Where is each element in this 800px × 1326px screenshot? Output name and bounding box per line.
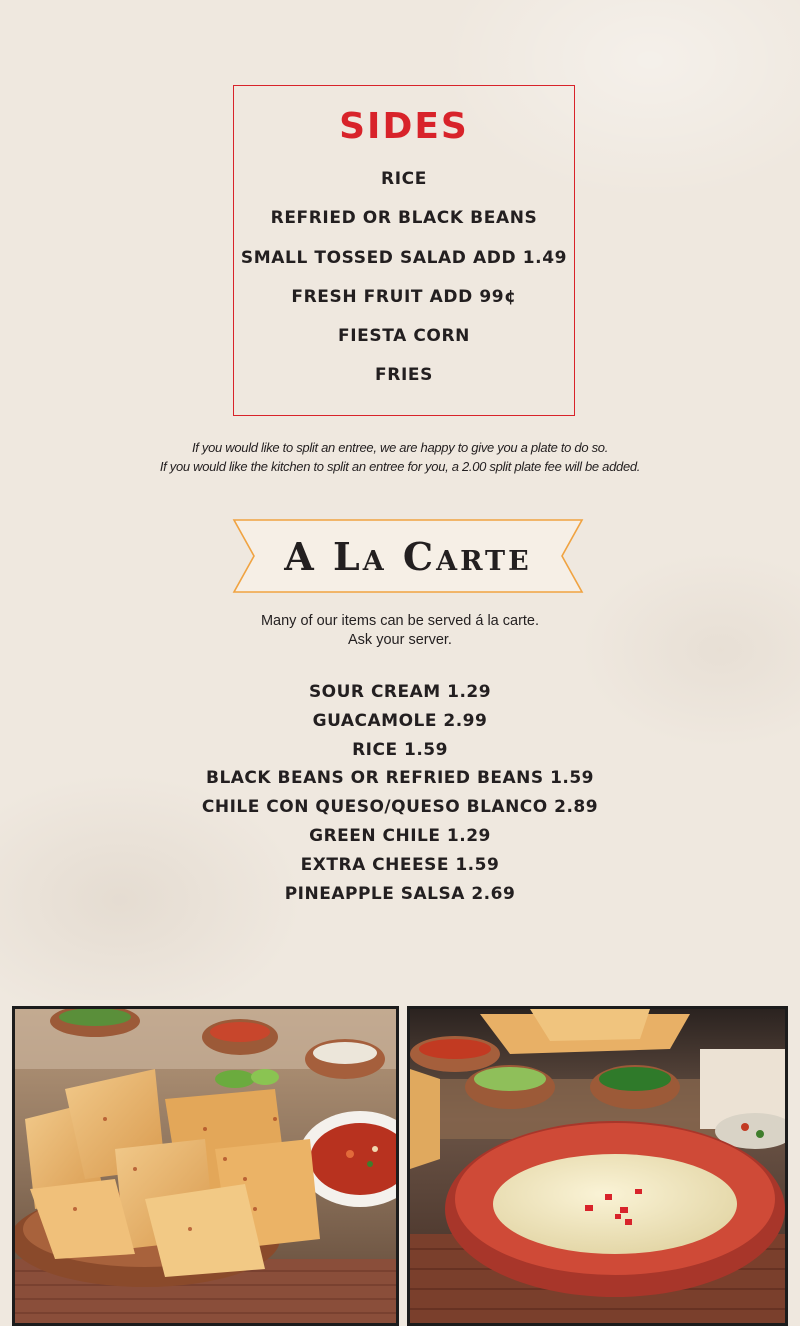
sides-item: FIESTA CORN (338, 326, 470, 347)
a-la-carte-item: BLACK BEANS OR REFRIED BEANS 1.59 (205, 768, 595, 789)
sides-title: SIDES (339, 106, 469, 147)
a-la-carte-item: CHILE CON QUESO/QUESO BLANCO 2.89 (201, 797, 599, 818)
a-la-carte-item: RICE 1.59 (352, 739, 448, 760)
sides-section (233, 85, 575, 416)
sides-item: REFRIED OR BLACK BEANS (270, 208, 538, 229)
a-la-carte-intro-line-1: Many of our items can be served á la carte. (260, 613, 540, 629)
a-la-carte-banner (232, 518, 584, 594)
a-la-carte-item: EXTRA CHEESE 1.59 (300, 854, 500, 875)
a-la-carte-list (0, 678, 800, 908)
queso-bowl-photo (407, 1006, 788, 1326)
sides-item: SMALL TOSSED SALAD ADD 1.49 (240, 247, 568, 268)
a-la-carte-intro-line-2: Ask your server. (348, 632, 452, 648)
sides-item: FRESH FRUIT ADD 99¢ (291, 286, 517, 307)
a-la-carte-item: GUACAMOLE 2.99 (312, 710, 488, 731)
a-la-carte-item: SOUR CREAM 1.29 (308, 682, 492, 702)
sides-item: FRIES (375, 365, 433, 386)
a-la-carte-item: PINEAPPLE SALSA 2.69 (284, 883, 516, 904)
split-note-line-2: If you would like the kitchen to split an entree for you, a 2.00 split plate fee will be added. (159, 459, 641, 474)
a-la-carte-title: A La Carte (284, 534, 532, 579)
sides-list (234, 166, 574, 402)
sides-item: RICE (381, 169, 427, 189)
split-note-line-1: If you would like to split an entree, we are happy to give you a plate to do so. (191, 440, 609, 455)
a-la-carte-item: GREEN CHILE 1.29 (309, 825, 491, 846)
chips-and-salsa-photo (12, 1006, 399, 1326)
